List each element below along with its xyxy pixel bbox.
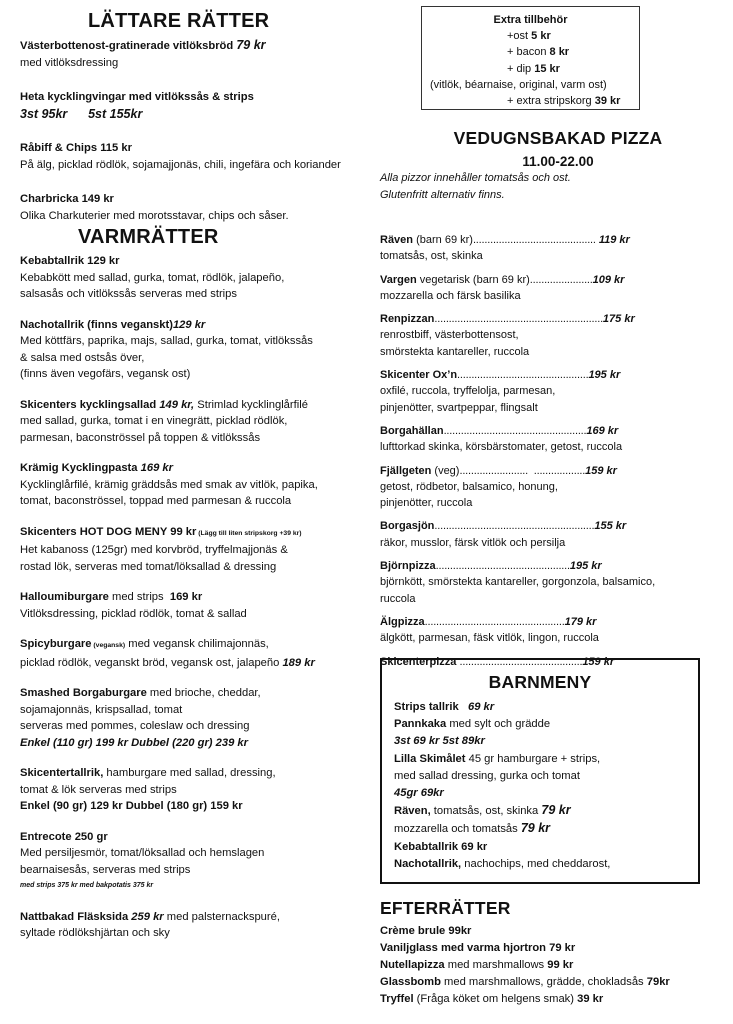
item-name: Skicentertallrik,	[20, 767, 104, 779]
dot-leader: ......................	[529, 273, 593, 286]
item-note: (Lägg till liten stripskorg +39 kr)	[196, 529, 302, 537]
item-name: Spicyburgare	[20, 638, 92, 650]
menu-item	[20, 397, 375, 447]
item-desc: Olika Charkuterier med morotsstavar, chips och såser.	[20, 209, 289, 222]
pizza-price: 119 kr	[598, 234, 630, 246]
item-note: (vegansk)	[91, 642, 126, 649]
pizza-desc: getost, rödbetor, balsamico, honung,	[380, 480, 558, 493]
item-price: 79kr	[646, 976, 670, 988]
pizza-name: Fjällgeten	[380, 464, 432, 477]
pizza-desc: tomatsås, ost, skinka	[380, 250, 483, 263]
pizza-price: 155 kr	[594, 520, 627, 533]
item-price: 169 kr	[166, 591, 203, 603]
menu-item	[20, 765, 375, 815]
item-desc: 45 gr hamburgare + strips,	[465, 752, 601, 765]
pizza-name: Borgahällan	[380, 424, 444, 437]
pizza-name: Renpizzan	[380, 313, 435, 326]
dot-leader: ...........................................	[459, 655, 583, 668]
item-name: Kebabtallrik 69 kr	[394, 840, 488, 853]
pizza-name: Björnpizza	[380, 560, 436, 573]
item-price: 79 kr	[236, 38, 266, 52]
item-name: Heta kycklingvingar med vitlökssås & strips	[20, 91, 254, 103]
item-desc: med sylt och grädde	[446, 718, 551, 731]
pizza-extra: vegetarisk (barn 69 kr)	[416, 273, 530, 286]
item-desc: nachochips, med cheddarost,	[461, 857, 611, 870]
item-desc: med sallad, gurka, tomat i en vinegrätt, picklad rödlök,	[20, 415, 288, 427]
pizza-item	[380, 614, 720, 647]
pizza-desc: mozzarella och färsk basilika	[380, 289, 521, 302]
pizza-title: VEDUGNSBAKAD PIZZA	[453, 128, 663, 148]
item-name: Skicenters kycklingsallad	[20, 398, 157, 411]
item-name: Skicenters HOT DOG MENY 99 kr	[20, 525, 197, 538]
dot-leader: ..............................................	[457, 369, 589, 382]
lattare-title: LÄTTARE RÄTTER	[88, 10, 270, 32]
item-desc: parmesan, baconströssel på toppen & vitlökssås	[20, 431, 261, 444]
item-desc: mozzarella och tomatsås	[394, 823, 521, 836]
dot-leader: ...............................................	[435, 560, 570, 573]
pizza-price: 195 kr	[588, 369, 621, 382]
item-name: Crème brule 99kr	[380, 925, 472, 937]
pizza-desc: pinjenötter, svartpeppar, flingsalt	[380, 401, 538, 414]
item-desc: med vegansk chilimajonnäs,	[125, 638, 269, 650]
pizza-desc: räkor, musslor, färsk vitlök och persilja	[380, 536, 566, 549]
pizza-price: 195 kr	[569, 560, 602, 573]
item-name: Tryffel	[380, 993, 414, 1005]
item-price: 129 kr	[172, 318, 206, 331]
item-price: 79 kr	[520, 821, 551, 836]
item-price: 189 kr	[282, 656, 315, 669]
pizza-price: 179 kr	[564, 615, 597, 628]
item-desc: & salsa med ostsås över,	[20, 351, 145, 364]
item-name: Västerbottenost-gratinerade vitlöksbröd	[20, 40, 234, 52]
item-price: 259 kr	[128, 910, 164, 923]
dot-leader: ........................ ..................	[459, 464, 586, 477]
extra-label: + dip	[507, 62, 535, 75]
item-desc: Vitlöksdressing, picklad rödlök, tomat & sallad	[20, 607, 247, 620]
extra-label: + bacon	[507, 46, 550, 59]
pizza-price: 169 kr	[586, 424, 619, 437]
item-price: 149 kr	[81, 193, 114, 205]
pizza-name: Borgasjön	[380, 520, 435, 533]
item-desc: Het kabanoss (125gr) med korvbröd, tryffelmajjonäs &	[20, 544, 288, 556]
varm-title: VARMRÄTTER	[78, 226, 219, 248]
item-price: 3st 95kr 5st 155kr	[20, 106, 143, 121]
menu-item	[20, 829, 375, 895]
extra-price: 39 kr	[594, 95, 621, 108]
extra-label: +ost	[507, 30, 532, 43]
pizza-price: 159 kr	[582, 655, 615, 668]
item-name: Smashed Borgaburgare	[20, 687, 147, 699]
pizza-hours: 11.00-22.00	[522, 154, 594, 169]
pizza-item	[380, 272, 720, 305]
extra-title: Extra tillbehör	[493, 14, 568, 26]
item-desc: Kebabkött med sallad, gurka, tomat, rödlök, jalapeño,	[20, 271, 285, 284]
menu-item	[20, 909, 375, 942]
item-name: Räven,	[394, 805, 431, 818]
pizza-name: Älgpizza	[380, 615, 425, 628]
menu-item	[20, 685, 375, 751]
item-desc: Med persiljesmör, tomat/löksallad och hemslagen	[20, 847, 265, 859]
pizza-item	[380, 463, 720, 512]
extra-price: 5 kr	[531, 30, 551, 43]
dessert-title: EFTERRÄTTER	[380, 898, 511, 918]
item-price: 115 kr	[100, 142, 132, 154]
menu-item	[20, 253, 375, 303]
pizza-item	[380, 558, 720, 607]
menu-item	[20, 191, 375, 224]
pizza-note	[380, 170, 710, 203]
pizza-item	[380, 518, 720, 551]
pizza-desc: smörstekta kantareller, ruccola	[380, 345, 530, 358]
pizza-price: 109 kr	[592, 273, 625, 286]
pizza-desc: lufttorkad skinka, körsbärstomater, getost, ruccola	[380, 441, 623, 454]
item-name: Charbricka	[20, 193, 79, 205]
item-desc: tomat & lök serveras med strips	[20, 783, 177, 796]
item-desc: På älg, picklad rödlök, sojamajjonäs, chili, ingefära och koriander	[20, 158, 341, 171]
pizza-desc: älgkött, parmesan, fäsk vitlök, lingon, ruccola	[380, 632, 599, 645]
item-desc: med brioche, cheddar,	[146, 687, 261, 699]
item-desc: (Fråga köket om helgens smak)	[413, 993, 578, 1005]
item-desc: tomat, baconströssel, toppad med parmesan & ruccola	[20, 495, 292, 507]
item-desc: serveras med pommes, coleslaw och dressing	[20, 720, 250, 732]
pizza-price: 175 kr	[602, 313, 635, 326]
item-desc: syltade rödlökshjärtan och sky	[20, 927, 170, 939]
dessert-section	[380, 898, 720, 1008]
item-name: Halloumiburgare	[20, 591, 109, 603]
pizza-extra: (veg)	[431, 464, 460, 477]
item-name: Nutellapizza	[380, 959, 445, 971]
barnmeny-title: BARNMENY	[488, 672, 592, 692]
extra-box	[421, 6, 640, 110]
item-price: Enkel (110 gr) 199 kr Dubbel (220 gr) 239 kr	[20, 736, 248, 749]
item-desc: med strips	[108, 591, 167, 603]
barnmeny-box	[380, 655, 700, 884]
pizza-desc: ruccola	[380, 592, 416, 605]
item-name: Krämig Kycklingpasta	[20, 462, 138, 474]
pizza-desc: oxfilé, ruccola, tryffelolja, parmesan,	[380, 385, 556, 398]
pizza-name: Skicenter Ox’n	[380, 369, 458, 382]
item-price: 99 kr	[547, 959, 574, 971]
item-desc: med palsternackspuré,	[163, 910, 280, 923]
item-desc: sojamajonnäs, krispsallad, tomat	[20, 703, 183, 716]
item-desc: hamburgare med sallad, dressing,	[103, 767, 276, 779]
dot-leader: ...........................................	[472, 234, 596, 246]
dot-leader: ...........................................................	[434, 313, 603, 326]
pizza-name: Vargen	[380, 273, 417, 286]
pizza-list	[380, 232, 720, 677]
item-desc: (finns även vegofärs, vegansk ost)	[20, 368, 191, 380]
item-price: 79 kr	[541, 803, 571, 818]
menu-item	[20, 460, 375, 510]
item-desc: Med köttfärs, paprika, majs, sallad, gurka, tomat, vitlökssås	[20, 335, 313, 347]
item-name: Nachotallrik,	[394, 857, 462, 870]
item-price: Enkel (90 gr) 129 kr Dubbel (180 gr) 159 kr	[20, 800, 243, 812]
pizza-desc: pinjenötter, ruccola	[380, 497, 473, 510]
pizza-desc: renrostbiff, västerbottensost,	[380, 329, 519, 342]
pizza-price: 159 kr	[585, 464, 617, 477]
pizza-item	[380, 423, 720, 456]
item-note: med strips 375 kr med bakpotatis 375 kr	[20, 882, 154, 889]
pizza-desc: björnkött, smörstekta kantareller, gorgonzola, balsamico,	[380, 576, 656, 589]
item-price: 129 kr	[87, 255, 120, 267]
pizza-name: Räven	[380, 234, 414, 246]
left-column	[20, 10, 375, 954]
pizza-item	[380, 367, 720, 416]
pizza-item	[380, 311, 720, 360]
item-desc: med marshmallows, grädde, chokladsås	[440, 976, 647, 988]
menu-item	[20, 524, 375, 576]
menu-item	[20, 589, 375, 622]
item-price: 69 kr	[458, 701, 495, 713]
note-line: Alla pizzor innehåller tomatsås och ost.	[380, 172, 571, 184]
extra-label: + extra stripskorg	[507, 95, 595, 108]
menu-item	[20, 37, 375, 71]
extra-price: 15 kr	[534, 62, 560, 75]
item-desc: picklad rödlök, veganskt bröd, vegansk ost, jalapeño	[20, 656, 283, 669]
item-desc: Strimlad kycklinglårfilé	[194, 398, 308, 411]
item-name: Strips tallrik	[394, 701, 459, 713]
extra-price: 8 kr	[549, 46, 570, 59]
menu-item	[20, 89, 375, 122]
menu-item	[20, 317, 375, 383]
item-desc: med sallad dressing, gurka och tomat	[394, 769, 580, 782]
dot-leader: .................................................	[424, 615, 565, 628]
item-desc: Kycklinglårfilé, krämig gräddsås med smak av vitlök, papika,	[20, 478, 318, 491]
menu-item	[20, 636, 375, 671]
item-name: Nattbakad Fläsksida	[20, 910, 129, 923]
dot-leader: ........................................................	[434, 520, 595, 533]
item-desc: bearnaisesås, serveras med strips	[20, 863, 191, 876]
item-name: Entrecote 250 gr	[20, 830, 108, 843]
item-price: 39 kr	[577, 993, 604, 1005]
item-name: Nachotallrik (finns veganskt)	[20, 318, 173, 331]
dot-leader: ..................................................	[443, 424, 587, 437]
item-desc: salsasås och vitlökssås serveras med strips	[20, 288, 237, 300]
item-price: 149 kr,	[159, 398, 195, 411]
item-name: Råbiff & Chips	[20, 142, 98, 154]
menu-item	[20, 140, 375, 173]
item-name: Pannkaka	[394, 718, 447, 731]
item-desc: med vitlöksdressing	[20, 56, 119, 69]
pizza-extra: (barn 69 kr)	[413, 234, 473, 246]
item-name: Vaniljglass med varma hjortron 79 kr	[380, 942, 576, 954]
pizza-name: Skicenterpizza	[380, 655, 457, 668]
extra-note: (vitlök, béarnaise, original, varm ost)	[430, 78, 607, 91]
item-price: 3st 69 kr 5st 89kr	[394, 735, 485, 748]
pizza-header	[398, 128, 718, 169]
pizza-item	[380, 232, 720, 265]
item-name: Lilla Skimålet	[394, 752, 466, 765]
item-price: 169 kr	[140, 462, 173, 474]
item-name: Glassbomb	[380, 976, 441, 988]
note-line: Glutenfritt alternativ finns.	[380, 188, 505, 201]
item-name: Kebabtallrik	[20, 255, 85, 267]
item-desc: tomatsås, ost, skinka	[430, 805, 542, 818]
item-price: 45gr 69kr	[394, 787, 444, 800]
item-desc: rostad lök, serveras med tomat/löksallad & dressing	[20, 560, 277, 573]
item-desc: med marshmallows	[444, 959, 548, 971]
